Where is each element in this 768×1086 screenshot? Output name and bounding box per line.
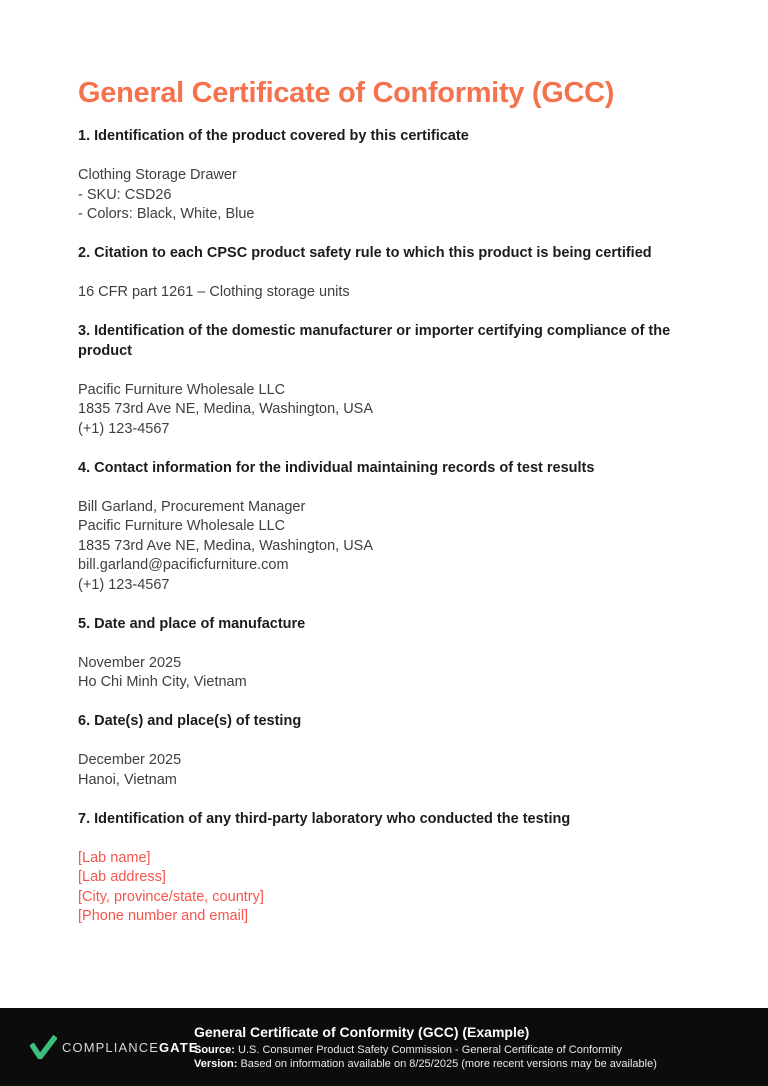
source-label: Source:	[194, 1043, 235, 1056]
version-value: Based on information available on 8/25/2025 (more recent versions may be available)	[240, 1058, 657, 1070]
source-value: U.S. Consumer Product Safety Commission - General Certificate of Conformity	[238, 1043, 622, 1056]
body-line: December 2025	[78, 752, 182, 768]
body-line: bill.garland@pacificfurniture.com	[78, 557, 289, 573]
section-6-heading: 6. Date(s) and place(s) of testing	[78, 713, 302, 729]
body-line: (+1) 123-4567	[78, 420, 170, 437]
brand-wordmark	[62, 1040, 199, 1055]
section-7-heading: 7. Identification of any third-party laboratory who conducted the testing	[78, 810, 571, 827]
footer-info	[194, 1023, 657, 1072]
body-line: Pacific Furniture Wholesale LLC	[78, 518, 286, 534]
body-line: Hanoi, Vietnam	[78, 771, 177, 788]
body-line: 1835 73rd Ave NE, Medina, Washington, USA	[78, 401, 374, 417]
section-1-heading: 1. Identification of the product covered by this certificate	[78, 128, 469, 144]
body-line: 16 CFR part 1261 – Clothing storage units	[78, 284, 350, 300]
body-line: (+1) 123-4567	[78, 576, 170, 593]
body-line: Pacific Furniture Wholesale LLC	[78, 381, 286, 398]
placeholder-line: [Lab name]	[78, 849, 151, 866]
footer-document-title: General Certificate of Conformity (GCC) (Example)	[194, 1023, 530, 1040]
compliancegate-logo	[30, 1035, 199, 1059]
section-6-body	[78, 751, 692, 790]
document-body	[78, 74, 692, 946]
section-3-heading: 3. Identification of the domestic manufacturer or importer certifying compliance of the product	[78, 323, 671, 359]
section-5-body	[78, 654, 692, 693]
section-3-body	[78, 381, 692, 440]
body-line: Ho Chi Minh City, Vietnam	[78, 674, 247, 690]
section-4-heading: 4. Contact information for the individual maintaining records of test results	[78, 459, 595, 476]
section-5-heading: 5. Date and place of manufacture	[78, 615, 306, 632]
brand-compliance-text: COMPLIANCE	[62, 1039, 159, 1055]
document-title: General Certificate of Conformity (GCC)	[78, 77, 615, 109]
section-7-body-placeholders	[78, 849, 692, 927]
body-line: 1835 73rd Ave NE, Medina, Washington, USA	[78, 537, 374, 554]
section-2-heading: 2. Citation to each CPSC product safety rule to which this product is being certified	[78, 245, 652, 261]
brand-gate-text: GATE	[158, 1039, 199, 1055]
checkmark-icon	[30, 1035, 57, 1059]
section-2-body	[78, 283, 692, 303]
footer-source-line	[194, 1043, 657, 1058]
section-4-body	[78, 498, 692, 596]
placeholder-line: [Phone number and email]	[78, 908, 249, 924]
body-line: - SKU: CSD26	[78, 186, 172, 203]
body-line: Bill Garland, Procurement Manager	[78, 498, 306, 515]
footer-version-line	[194, 1057, 657, 1072]
body-line: November 2025	[78, 654, 182, 671]
body-line: - Colors: Black, White, Blue	[78, 206, 255, 222]
section-1-body	[78, 166, 692, 225]
footer-bar	[0, 1008, 768, 1086]
body-line: Clothing Storage Drawer	[78, 167, 237, 183]
placeholder-line: [City, province/state, country]	[78, 888, 264, 905]
version-label: Version:	[194, 1058, 238, 1070]
placeholder-line: [Lab address]	[78, 869, 166, 885]
